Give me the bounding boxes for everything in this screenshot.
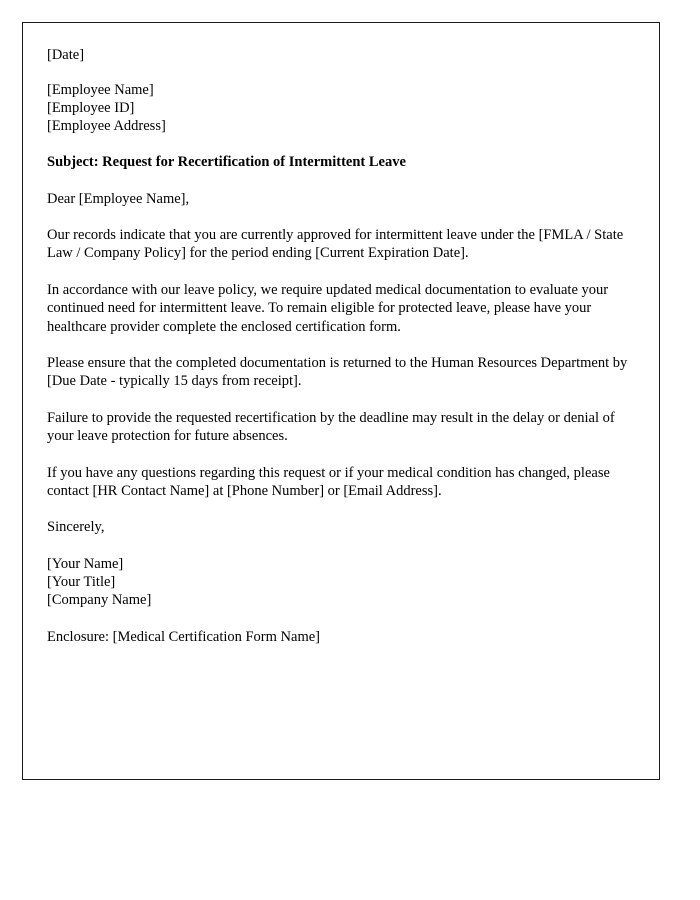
- recipient-block: [47, 81, 643, 135]
- recipient-name: [Employee Name]: [47, 82, 154, 98]
- subject-block: [47, 153, 643, 171]
- salutation-block: [47, 190, 643, 208]
- body-paragraph-5: If you have any questions regarding this request or if your medical condition has changed, please contact [HR Contact Name] at [Phone Number] or [Email Address].: [47, 464, 610, 500]
- letter-body: [47, 46, 643, 646]
- body-paragraph-3: Please ensure that the completed documentation is returned to the Human Resources Department by [Due Date - typically 15 days from receipt].: [47, 355, 628, 390]
- recipient-address: [Employee Address]: [47, 118, 166, 134]
- date-line: [Date]: [47, 47, 85, 63]
- closing-line: Sincerely,: [47, 519, 105, 536]
- date-block: [47, 46, 643, 64]
- enclosure-line: Enclosure: [Medical Certification Form Name]: [47, 629, 320, 646]
- closing-block: [47, 518, 643, 536]
- subject-line: Subject: Request for Recertification of Intermittent Leave: [47, 154, 406, 170]
- signature-company: [Company Name]: [47, 592, 152, 609]
- enclosure-block: [47, 628, 643, 646]
- salutation-line: Dear [Employee Name],: [47, 191, 190, 207]
- body-paragraph-1: Our records indicate that you are currently approved for intermittent leave under the [FMLA / State Law / Company Policy] for the period ending [Current Expiration Date].: [47, 227, 624, 262]
- recipient-id: [Employee ID]: [47, 100, 135, 116]
- signature-title: [Your Title]: [47, 574, 116, 591]
- signature-name: [Your Name]: [47, 556, 124, 573]
- body-paragraph-2: In accordance with our leave policy, we require updated medical documentation to evaluate your continued need for intermittent leave. To remain eligible for protected leave, please have your healthcare provider complete the enclosed certification form.: [47, 281, 609, 335]
- body-paragraph-4: Failure to provide the requested recertification by the deadline may result in the delay or denial of your leave protection for future absences.: [47, 409, 615, 445]
- letter-page: [22, 22, 660, 780]
- signature-block: [47, 555, 643, 609]
